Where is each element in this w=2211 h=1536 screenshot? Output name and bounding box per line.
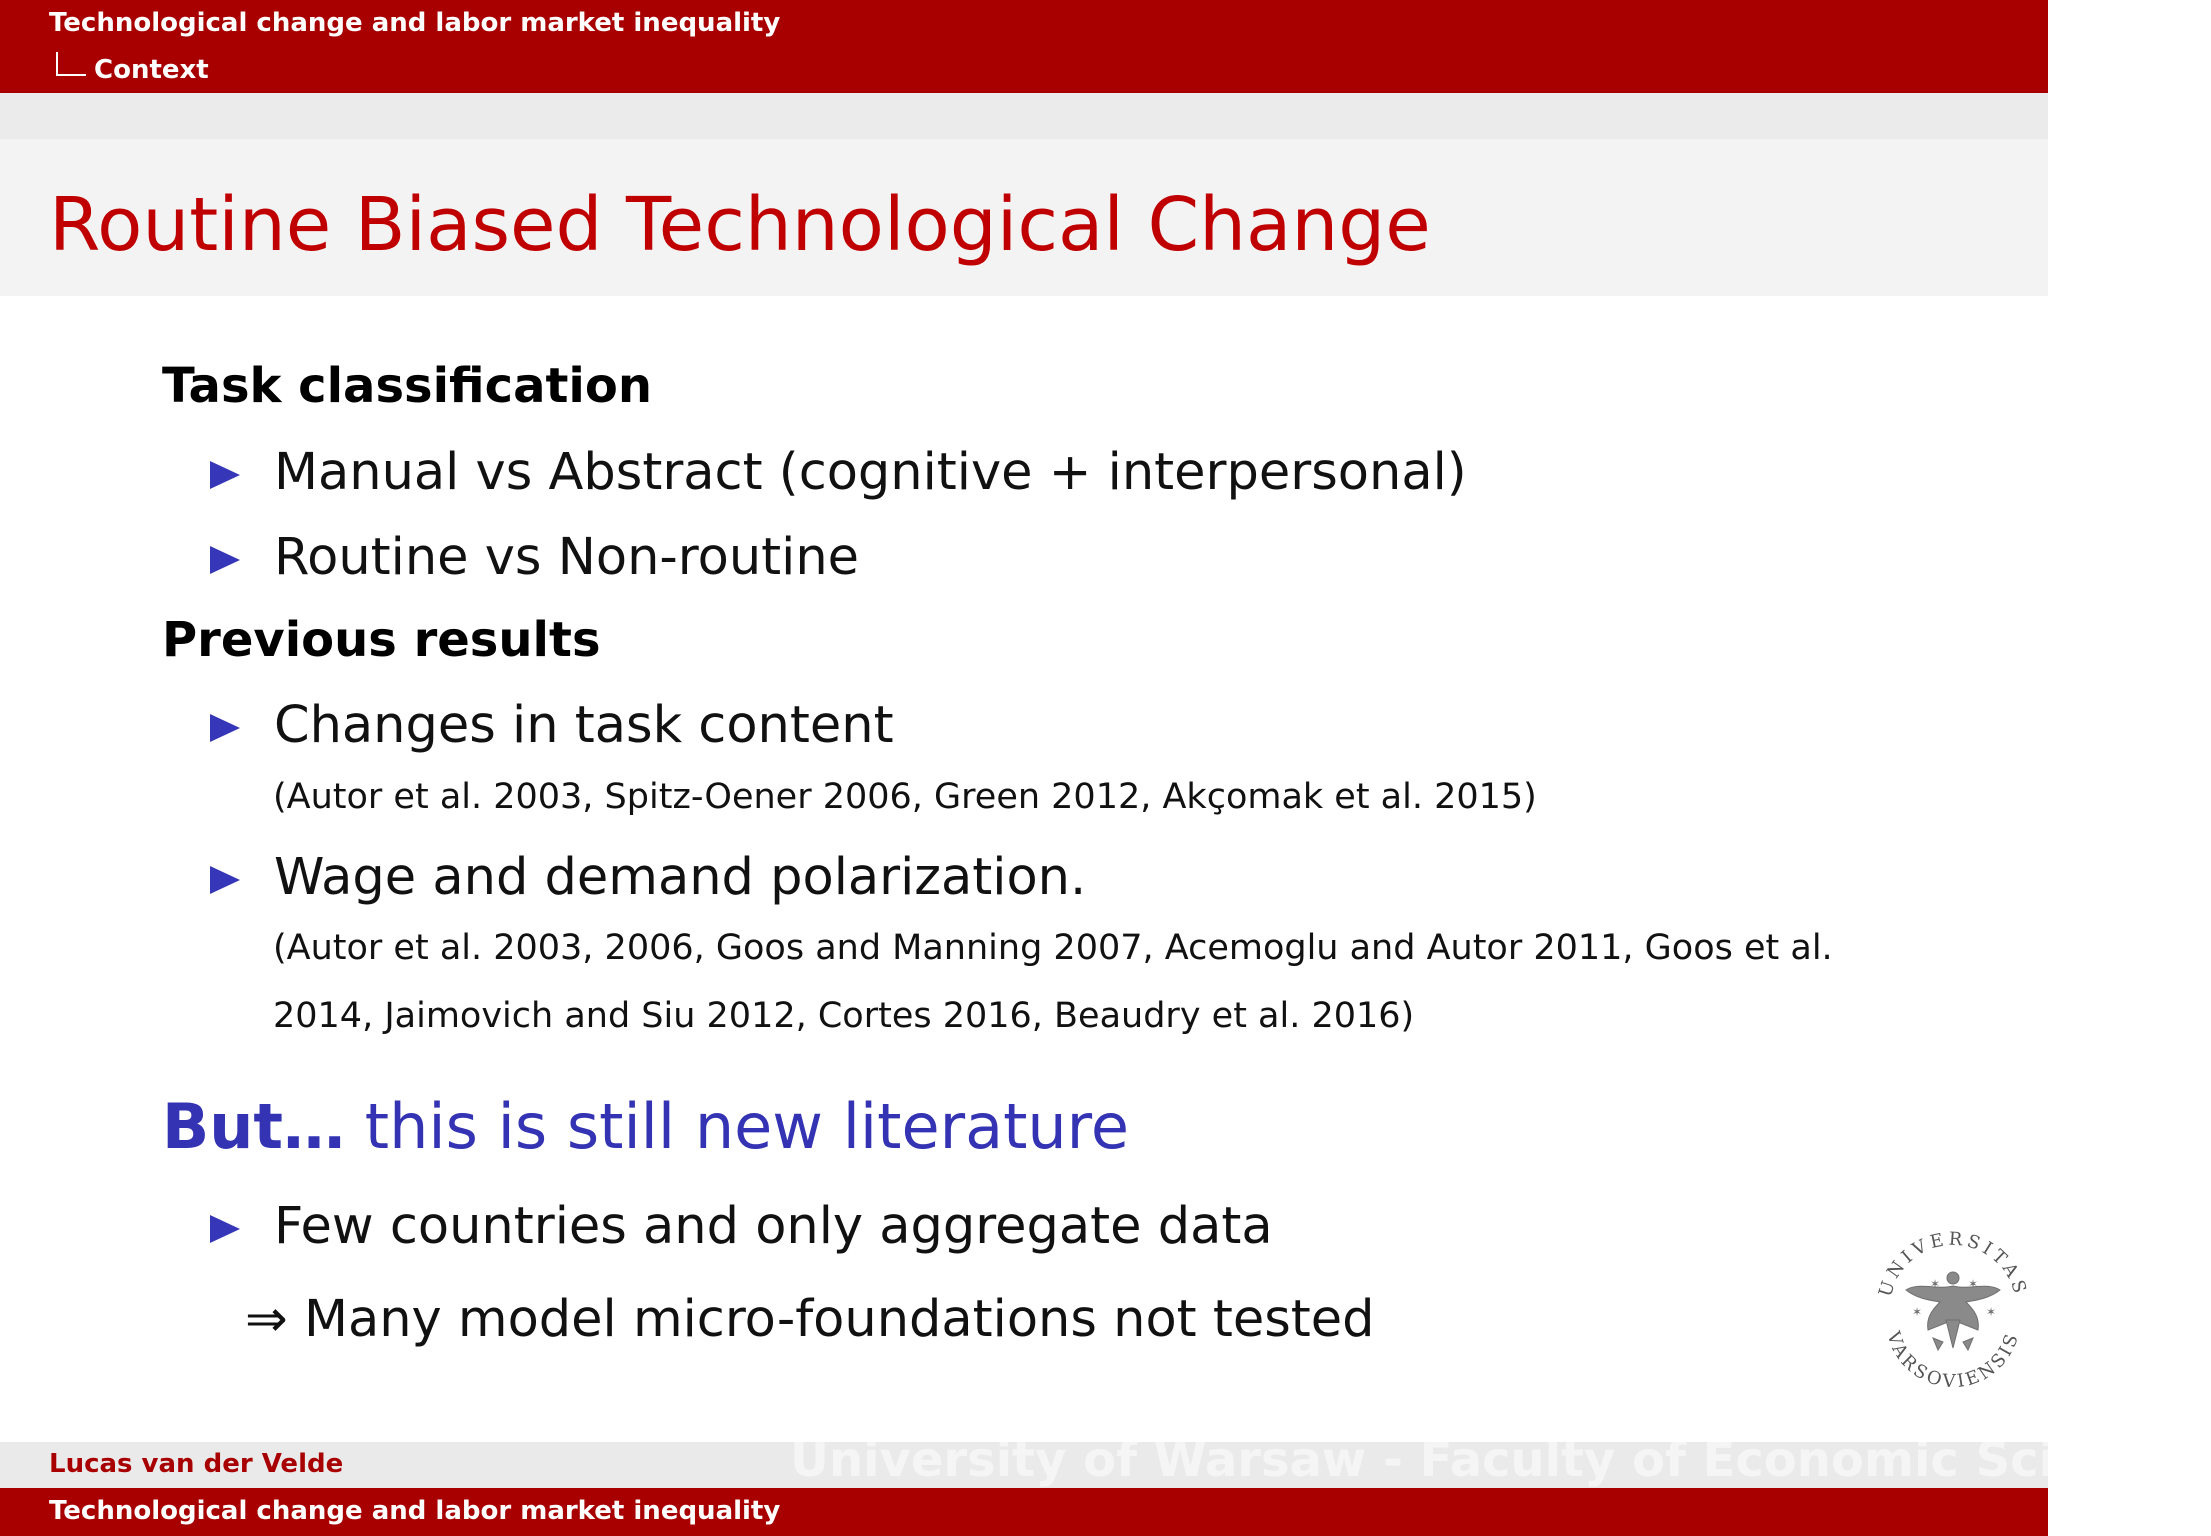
header-gap-band xyxy=(0,93,2048,139)
list-item xyxy=(210,1197,1273,1256)
seal-bottom-text: VARSOVIENSIS xyxy=(1882,1328,2024,1390)
list-item-text: Wage and demand polarization. xyxy=(274,848,1087,907)
footer-presentation-title: Technological change and labor market inequality xyxy=(49,1496,781,1526)
triangle-bullet-icon xyxy=(210,546,240,574)
footer-institute: University of Warsaw - Faculty of Economic Sciences xyxy=(790,1432,2211,1488)
list-item xyxy=(210,848,1086,907)
triangle-bullet-icon xyxy=(210,714,240,742)
reference-note: (Autor et al. 2003, 2006, Goos and Manning 2007, Acemoglu and Autor 2011, Goos et al. xyxy=(273,928,1833,968)
footer-author: Lucas van der Velde xyxy=(49,1449,344,1479)
header-bar xyxy=(0,0,2048,93)
svg-text:✶: ✶ xyxy=(1968,1277,1979,1291)
header-section-label: Context xyxy=(94,55,209,85)
reference-note: (Autor et al. 2003, Spitz-Oener 2006, Green 2012, Akçomak et al. 2015) xyxy=(273,777,1537,817)
list-item xyxy=(210,528,859,587)
triangle-bullet-icon xyxy=(210,1215,240,1243)
implies-arrow-icon: ⇒ xyxy=(245,1290,288,1349)
alert-bold: But… xyxy=(162,1090,346,1163)
list-item xyxy=(210,443,1467,502)
list-item-text: Changes in task content xyxy=(274,696,894,755)
header-presentation-title: Technological change and labor market inequality xyxy=(49,8,781,38)
svg-text:✶: ✶ xyxy=(1912,1305,1923,1319)
eagle-emblem-icon xyxy=(1906,1272,2000,1350)
svg-text:✶: ✶ xyxy=(1930,1277,1941,1291)
implication-text: Many model micro-foundations not tested xyxy=(303,1290,1375,1349)
implication-line xyxy=(245,1290,1375,1349)
alert-text: this is still new literature xyxy=(364,1090,1129,1163)
slide-title: Routine Biased Technological Change xyxy=(49,182,1431,268)
list-item-text: Manual vs Abstract (cognitive + interpersonal) xyxy=(274,443,1467,502)
header-section xyxy=(56,52,209,85)
university-seal-logo xyxy=(1868,1220,2038,1390)
seal-top-text: UNIVERSITAS xyxy=(1874,1228,2032,1300)
list-item-text: Routine vs Non-routine xyxy=(274,528,860,587)
svg-text:✶: ✶ xyxy=(1986,1305,1997,1319)
reference-note: 2014, Jaimovich and Siu 2012, Cortes 2016, Beaudry et al. 2016) xyxy=(273,996,1415,1036)
list-item-text: Few countries and only aggregate data xyxy=(274,1197,1273,1256)
triangle-bullet-icon xyxy=(210,866,240,894)
tree-branch-icon xyxy=(56,52,86,76)
task-classification-heading: Task classification xyxy=(162,358,653,414)
alert-line xyxy=(162,1090,1129,1163)
triangle-bullet-icon xyxy=(210,461,240,489)
previous-results-heading: Previous results xyxy=(162,612,601,668)
list-item xyxy=(210,696,894,755)
